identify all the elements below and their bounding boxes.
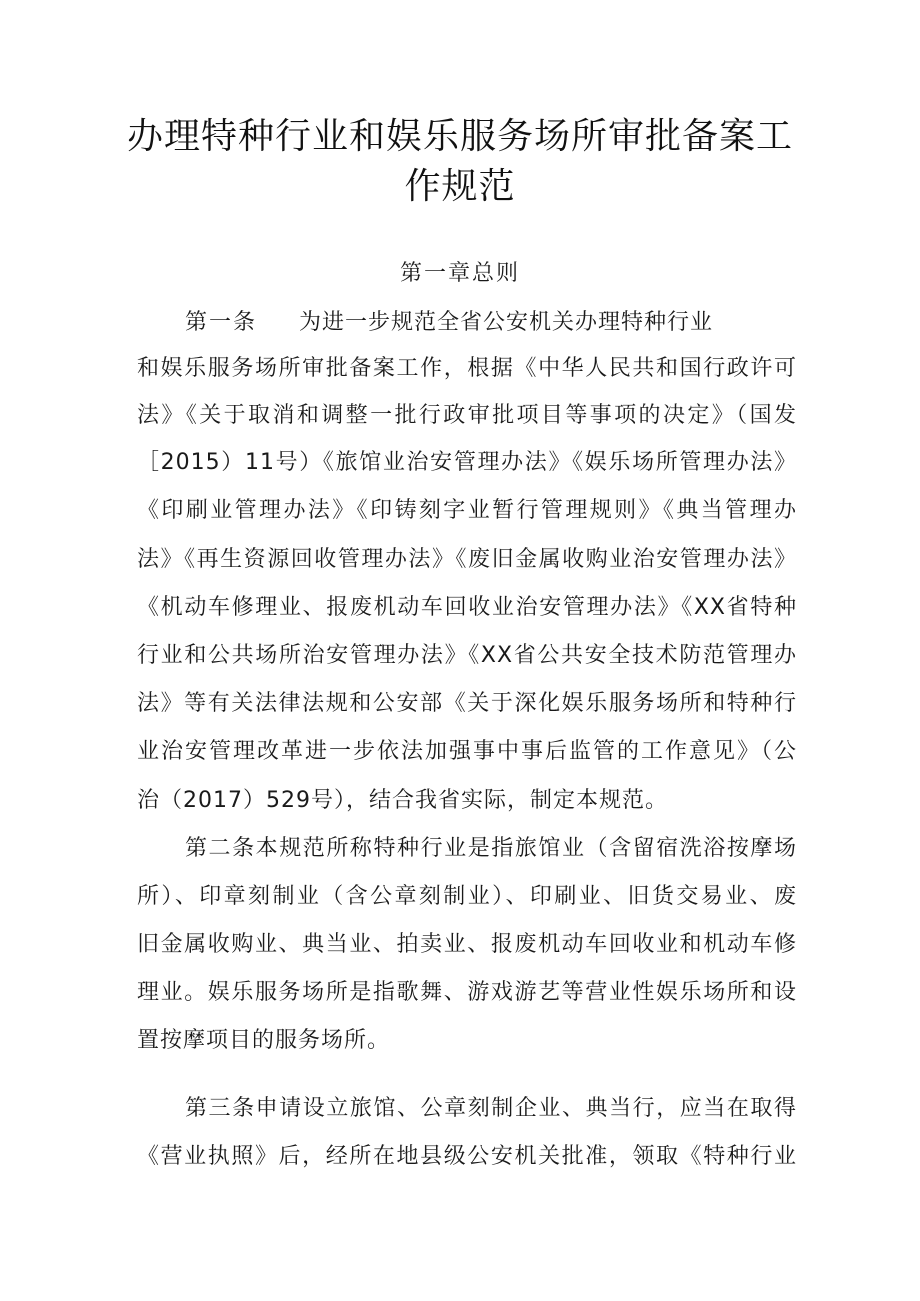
- article-1-line-11: 治（2017）529号），结合我省实际，制定本规范。: [137, 788, 668, 813]
- document-title-line-2: 作规范: [404, 166, 516, 207]
- article-1-line-5: 《印刷业管理办法》《印铸刻字业暂行管理规则》《典当管理办: [137, 498, 797, 523]
- article-1-line-7: 《机动车修理业、报废机动车回收业治安管理办法》《XX省特种: [137, 595, 797, 620]
- chapter-heading: 第一章总则: [399, 261, 520, 286]
- article-2-line-3: 旧金属收购业、典当业、拍卖业、报废机动车回收业和机动车修: [137, 932, 797, 957]
- article-1-line-6: 法》《再生资源回收管理办法》《废旧金属收购业治安管理办法》: [137, 547, 797, 572]
- article-1-text: 为进一步规范全省公安机关办理特种行业: [299, 310, 714, 335]
- article-1-line-1: [185, 308, 797, 338]
- article-1-line-8: 行业和公共场所治安管理办法》《XX省公共安全技术防范管理办: [137, 643, 797, 668]
- article-3-line-1: 第三条申请设立旅馆、公章刻制企业、典当行，应当在取得: [185, 1096, 797, 1121]
- article-1-line-10: 业治安管理改革进一步依法加强事中事后监管的工作意见》（公: [137, 739, 797, 764]
- article-2-line-4: 理业。娱乐服务场所是指歌舞、游戏游艺等营业性娱乐场所和设: [137, 980, 797, 1005]
- article-2-line-1: 第二条本规范所称特种行业是指旅馆业（含留宿洗浴按摩场: [185, 836, 797, 861]
- document-title-line-1: 办理特种行业和娱乐服务场所审批备案工: [126, 116, 793, 157]
- article-1-label: 第一条: [185, 310, 258, 335]
- article-1-line-9: 法》等有关法律法规和公安部《关于深化娱乐服务场所和特种行: [137, 691, 797, 716]
- article-1-line-3: 法》《关于取消和调整一批行政审批项目等事项的决定》（国发: [137, 403, 797, 428]
- article-3-line-2: 《营业执照》后，经所在地县级公安机关批准，领取《特种行业: [137, 1144, 797, 1169]
- article-2-line-2: 所）、印章刻制业（含公章刻制业）、印刷业、旧货交易业、废: [137, 884, 797, 909]
- article-2-line-5: 置按摩项目的服务场所。: [137, 1028, 391, 1053]
- article-1-line-2: 和娱乐服务场所审批备案工作，根据《中华人民共和国行政许可: [137, 356, 797, 381]
- article-1-line-4: ［2015）11号）《旅馆业治安管理办法》《娱乐场所管理办法》: [137, 450, 797, 475]
